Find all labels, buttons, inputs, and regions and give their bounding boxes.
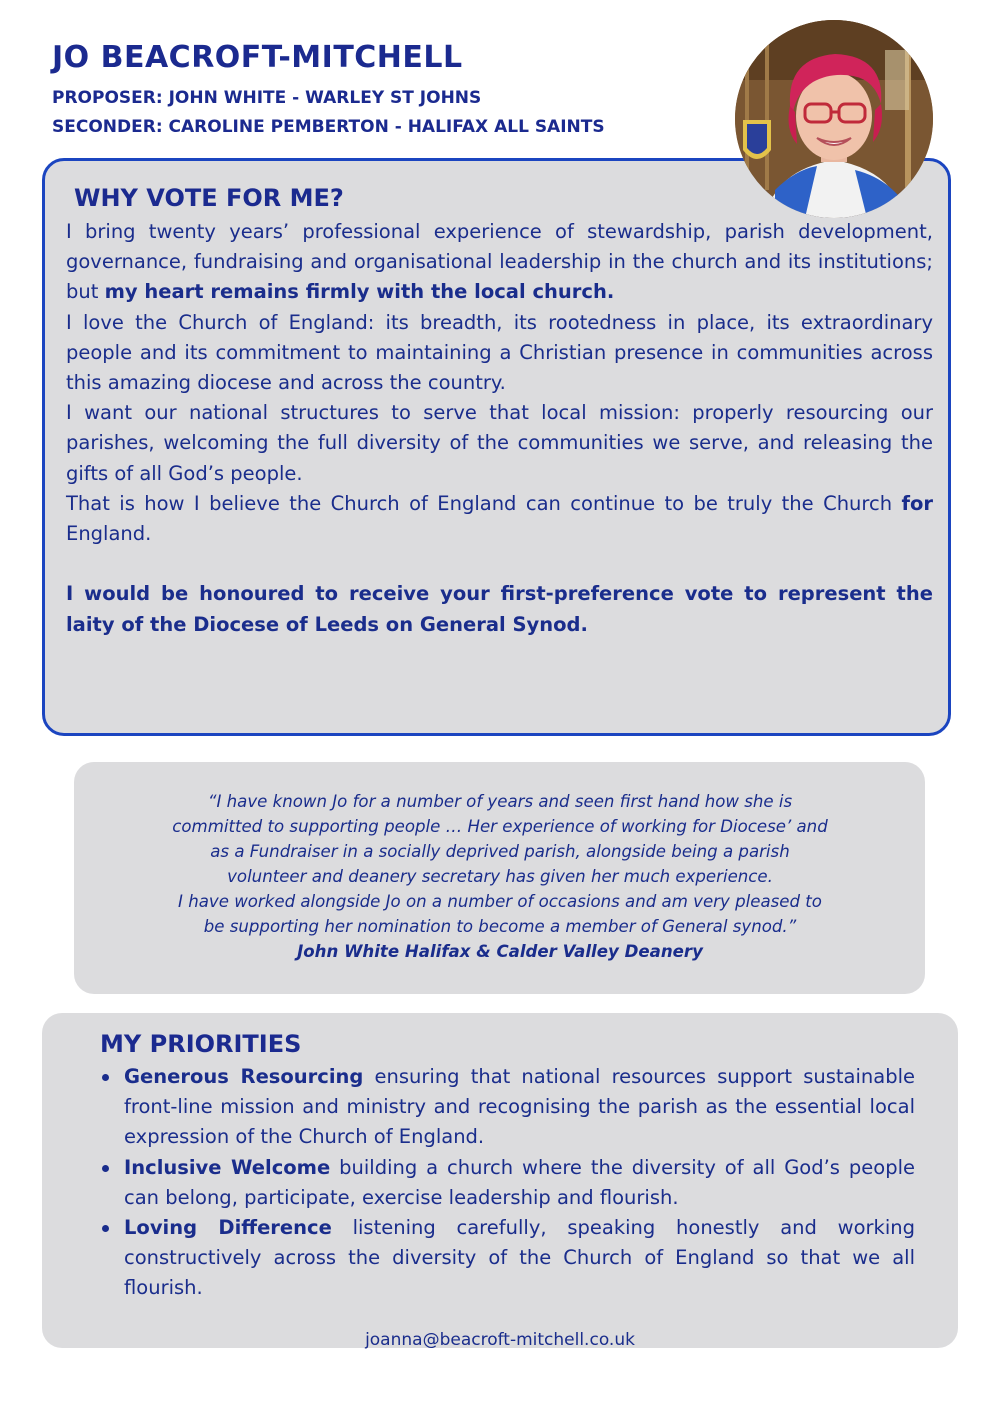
why-paragraph-structures: I want our national structures to serve that local mission: properly resourcing our parishes, welcoming the full diversity of the communities we serve, and releasing the gifts of all God’s people. [66, 401, 933, 485]
priority-heading: Inclusive Welcome [124, 1155, 331, 1179]
why-p4-text: That is how I believe the Church of England can continue to be truly the Church [66, 491, 902, 515]
why-p4-emphasis: for [901, 491, 933, 515]
quote-line: volunteer and deanery secretary has given her much experience. [227, 867, 773, 886]
quote-line: I have worked alongside Jo on a number of occasions and am very pleased to [178, 892, 822, 911]
priority-item [98, 1153, 915, 1213]
priorities-list [98, 1062, 915, 1304]
priority-text: listening carefully, speaking honestly and working constructively across the diversity of the Church of England so that we all flourish. [124, 1216, 916, 1300]
seconder-line: SECONDER: CAROLINE PEMBERTON - HALIFAX ALL SAINTS [52, 117, 605, 137]
proposer-line: PROPOSER: JOHN WHITE - WARLEY ST JOHNS [52, 88, 482, 108]
why-p4-end: England. [66, 522, 152, 546]
why-paragraph-belief [66, 489, 933, 549]
endorsement-quote [90, 789, 910, 964]
why-vote-heading: WHY VOTE FOR ME? [74, 184, 344, 212]
candidate-photo [735, 20, 933, 218]
priority-heading: Generous Resourcing [124, 1065, 364, 1088]
why-p1-emphasis: my heart remains firmly with the local church. [104, 280, 615, 304]
quote-author: John White Halifax & Calder Valley Deanery [297, 942, 703, 961]
why-closing-appeal: I would be honoured to receive your first-preference vote to represent the laity of the Diocese of Leeds on General Synod. [66, 582, 933, 636]
why-paragraph-experience [66, 217, 933, 308]
quote-line: committed to supporting people … Her experience of working for Diocese’ and [172, 817, 828, 836]
quote-line: be supporting her nomination to become a member of General synod.” [203, 917, 797, 936]
bullet-icon [102, 1165, 109, 1172]
priority-item [98, 1213, 915, 1304]
contact-email[interactable]: joanna@beacroft-mitchell.co.uk [365, 1330, 635, 1350]
bullet-icon [102, 1074, 109, 1081]
priority-item [98, 1062, 915, 1153]
priority-heading: Loving Difference [124, 1216, 332, 1240]
portrait-illustration [735, 20, 933, 218]
priority-text: ensuring that national resources support sustainable front-line mission and ministry and recognising the parish as the essential local expression of the Church of England. [124, 1065, 915, 1149]
why-paragraph-love: I love the Church of England: its breadth, its rootedness in place, its extraordinary people and its commitment to maintaining a Christian presence in communities across this amazing diocese and across the country. [66, 310, 933, 395]
bullet-icon [102, 1225, 109, 1232]
priority-text: building a church where the diversity of all God’s people can belong, participate, exercise leadership and flourish. [124, 1155, 915, 1209]
quote-line: as a Fundraiser in a socially deprived parish, alongside being a parish [210, 842, 790, 861]
why-p1-text: I bring twenty years’ professional experience of stewardship, parish development, governance, fundraising and organisational leadership in the church and its institutions; but [66, 220, 933, 304]
quote-line: “I have known Jo for a number of years and seen first hand how she is [207, 792, 793, 811]
priorities-heading: MY PRIORITIES [100, 1030, 302, 1058]
candidate-name: JO BEACROFT-MITCHELL [52, 40, 463, 75]
why-vote-body [66, 217, 933, 640]
